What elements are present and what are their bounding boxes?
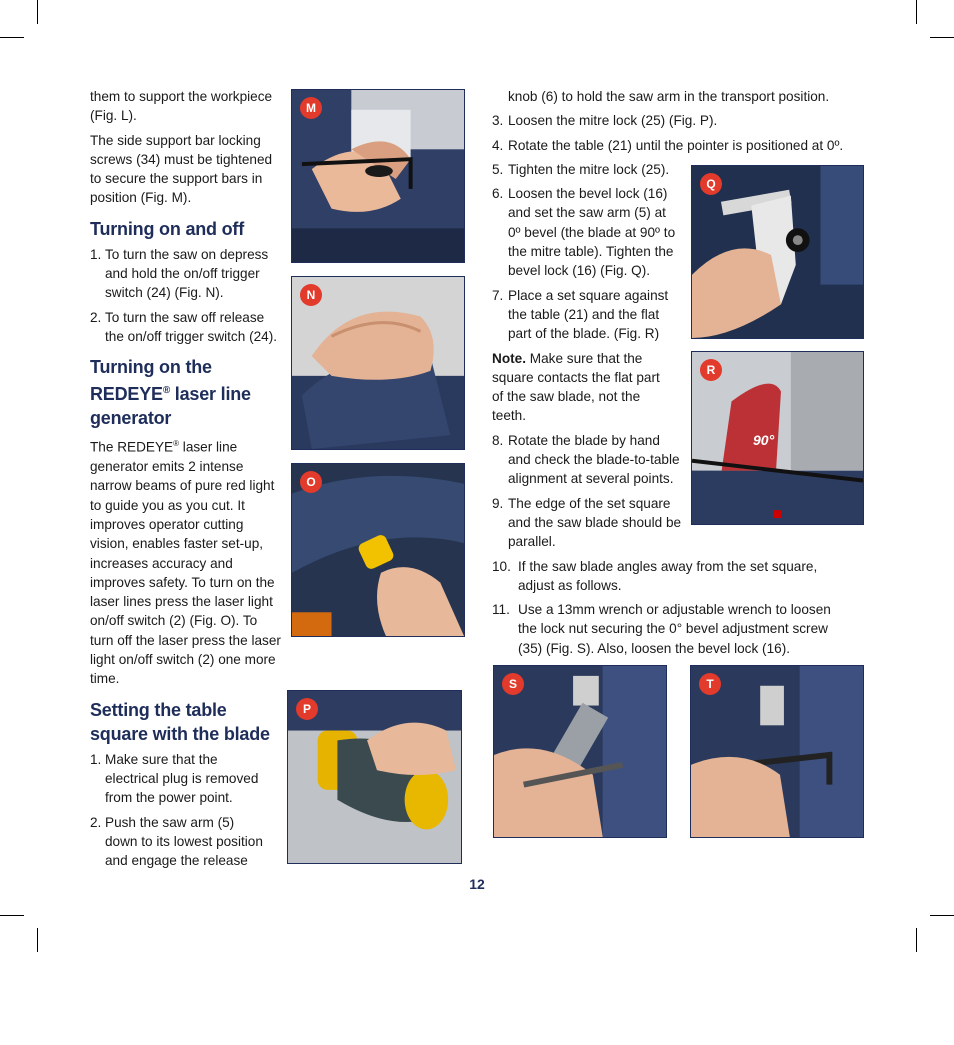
figure-n <box>291 276 465 450</box>
list-item: 2. Push the saw arm (5) down to its lowest position and engage the release <box>90 814 263 869</box>
figure-label-n: N <box>300 284 322 306</box>
figure-label-o: O <box>300 471 322 493</box>
figure-r <box>691 351 864 525</box>
side-support-text: The side support bar locking screws (34) must be tightened to secure the support bars in position (Fig. M). <box>90 132 273 206</box>
list-item: 4. Rotate the table (21) until the pointer is positioned at 0º. <box>492 137 844 153</box>
crop-mark <box>0 37 24 38</box>
figure-label-q: Q <box>700 173 722 195</box>
list-item: 11. Use a 13mm wrench or adjustable wrench to loosen the lock nut securing the 0° bevel adjustment screw (35) (Fig. S). Also, loosen the bevel lock (16). <box>492 602 831 656</box>
list-item: 8. Rotate the blade by hand and check the blade-to-table alignment at several points. <box>492 432 680 487</box>
figure-label-m: M <box>300 97 322 119</box>
crop-mark <box>930 37 954 38</box>
crop-mark <box>0 915 24 916</box>
figure-label-s: S <box>502 673 524 695</box>
list-item: 1. Make sure that the electrical plug is removed from the power point. <box>90 751 259 806</box>
figure-t <box>690 665 864 838</box>
crop-mark <box>37 928 38 952</box>
left-column <box>90 87 282 875</box>
list-item: 2. To turn the saw off release the on/off trigger switch (24). <box>90 309 278 344</box>
heading-laser: Turning on the REDEYE® laser line generator <box>90 357 251 429</box>
heading-turning-on-off: Turning on and off <box>90 218 245 239</box>
figure-s <box>493 665 667 838</box>
page-number: 12 <box>469 876 485 892</box>
figure-m <box>291 89 465 263</box>
crop-mark <box>916 0 917 24</box>
crop-mark <box>916 928 917 952</box>
figure-o <box>291 463 465 637</box>
list-item: 6. Loosen the bevel lock (16) and set the saw arm (5) at 0º bevel (the blade at 90º to the mitre table). Tighten the bevel lock (16) (Fig. Q). <box>492 186 676 279</box>
list-item: 9. The edge of the set square and the saw blade should be parallel. <box>492 495 682 550</box>
figure-p <box>287 690 462 864</box>
continued-text: knob (6) to hold the saw arm in the transport position. <box>508 89 830 104</box>
crop-mark <box>37 0 38 24</box>
note-text: Note. Make sure that the square contacts the flat part of the saw blade, not the teeth. <box>492 350 660 424</box>
heading-table-square: Setting the table square with the blade <box>90 699 270 744</box>
intro-text: them to support the workpiece (Fig. L). <box>90 89 273 124</box>
list-item: 5. Tighten the mitre lock (25). <box>492 161 670 177</box>
list-item: 10. If the saw blade angles away from the set square, adjust as follows. <box>492 558 818 593</box>
laser-text: The REDEYE® laser line generator emits 2 intense narrow beams of pure red light to guide you as you cut. It improves operator cutting vision, enables faster set-up, increases accuracy and improves safety. To turn on the laser lines press the laser light on/off switch (2) (Fig. O). To turn off the laser press the laser light on/off switch (2) one more time. <box>90 439 281 687</box>
figure-q <box>691 165 864 339</box>
figure-label-p: P <box>296 698 318 720</box>
list-item: 3. Loosen the mitre lock (25) (Fig. P). <box>492 113 718 129</box>
figure-label-r: R <box>700 359 722 381</box>
crop-mark <box>930 915 954 916</box>
figure-label-t: T <box>699 673 721 695</box>
list-item: 1. To turn the saw on depress and hold the on/off trigger switch (24) (Fig. N). <box>90 246 269 301</box>
list-item: 7. Place a set square against the table (21) and the flat part of the blade. (Fig. R) <box>492 287 669 342</box>
angle-label: 90° <box>753 432 775 448</box>
